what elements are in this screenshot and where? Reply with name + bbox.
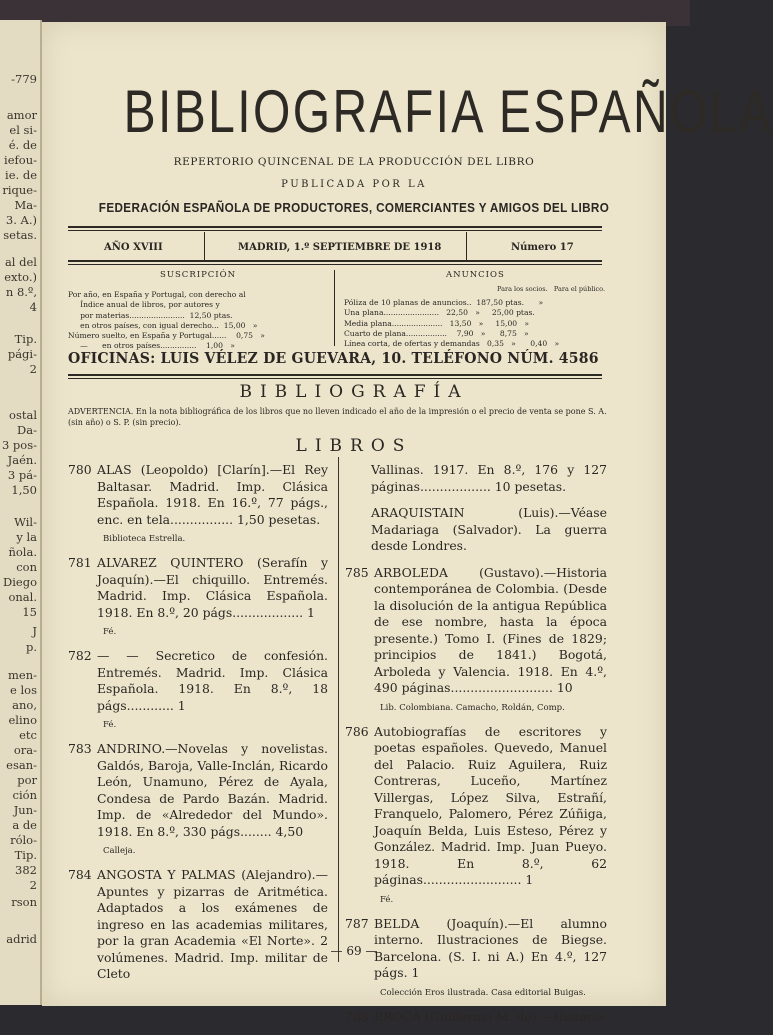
left-fragment-text: é. de (8, 138, 37, 152)
entry-text: ALAS (Leopoldo) [Clarín].—El Rey Baltasar. Madrid. Imp. Clásica Española. 1918. En 16.º, 77 págs., enc. en tela................ 1,50 pesetas. (97, 462, 328, 527)
left-fragment-text: Ma- (14, 198, 37, 212)
subtitle-repertorio: REPERTORIO QUINCENAL DE LA PRODUCCIÓN DEL LIBRO (173, 156, 535, 168)
price-line: Póliza de 10 planas de anuncios.. 187,50 ptas. » (344, 298, 544, 307)
left-fragment-text: 3. A.) (5, 213, 37, 227)
oficinas-rule-thin (68, 378, 602, 379)
entry-text: ANGOSTA Y PALMAS (Alejandro).—Apuntes y pizarras de Aritmética. Adaptados a los exámenes de ingreso en las academias militares, por la gran Academia «El Norte». 2 volúmenes. Madrid. Imp. militar de Cleto (97, 867, 328, 981)
left-fragment-text: 15 (22, 605, 37, 619)
header-rule-bottom-thin (68, 264, 602, 265)
left-fragment-text: Diego (3, 575, 37, 589)
anuncios-column-heads: Para los socios. Para el público. (497, 285, 606, 293)
entry-number: 787 (345, 915, 369, 931)
book-entry (345, 724, 607, 906)
header-rule-bottom (68, 260, 602, 262)
journal-title: BIBLIOGRAFIA ESPAÑOLA (123, 78, 773, 145)
left-fragment-text: 1,50 (11, 483, 37, 497)
book-entry (345, 462, 607, 495)
left-fragment-text: elino (8, 713, 37, 727)
left-fragment-text: Tip. (14, 848, 37, 862)
oficinas-rule (68, 374, 602, 376)
entry-text: ARBOLEDA (Gustavo).—Historia contemporánea de Colombia. (Desde la disolución de la antigua República de ese nombre, hasta la época presente.) Tomo I. (Fines de 1829; principios de 1841.) Bogotá, Arboleda y Valencia. 1918. En 4.º, 490 páginas.......................... 10 (374, 564, 607, 695)
book-entry (68, 741, 328, 857)
price-line: — en otros países............... 1,00 » (68, 341, 235, 351)
price-line: Línea corta, de ofertas y demandas 0,35 » 0,40 » (344, 339, 560, 349)
left-fragment-text: ie. de (5, 168, 37, 182)
price-line: Cuarto de plana................. 7,90 » 8,75 » (344, 328, 529, 338)
left-fragment-text: esan- (6, 758, 37, 772)
left-fragment-text: setas. (3, 228, 37, 242)
left-fragment-text: p. (25, 640, 37, 654)
left-fragment-text: 2 (29, 878, 37, 892)
subtitle-publicada: PUBLICADA POR LA (281, 179, 427, 190)
entry-publisher-note: Biblioteca Estrella. (103, 534, 186, 544)
issue-year: AÑO XVIII (104, 242, 163, 253)
left-fragment-text: adrid (6, 932, 37, 946)
page-number: — 69 — (330, 944, 378, 958)
left-fragment-text: e los (10, 683, 37, 697)
entry-text: BELDA (Joaquín).—El alumno interno. Ilustraciones de Biegse. Barcelona. (S. I. ni A.) En 4.º, 127 págs. 1 (374, 915, 607, 980)
price-line: Una plana....................... 22,50 » 25,00 ptas. (344, 308, 535, 318)
divider (466, 232, 467, 260)
left-fragment-text: Da- (17, 423, 37, 437)
left-fragment-text: Wil- (14, 515, 37, 529)
section-title-bibliografia: BIBLIOGRAFÍA (239, 382, 469, 402)
box-divider (334, 270, 335, 346)
left-fragment-text: por (17, 773, 37, 787)
left-column (68, 462, 328, 993)
price-line: Media plana..................... 13,50 » 15,00 » (344, 318, 529, 328)
book-entry (68, 555, 328, 638)
book-entry (68, 648, 328, 731)
left-fragment-text: 3 pos- (1, 438, 37, 452)
left-fragment-text: rson (11, 895, 37, 909)
entry-publisher-note: Fé. (103, 627, 117, 637)
section-title-libros: LIBROS (295, 436, 413, 456)
entry-publisher-note: Calleja. (103, 846, 136, 856)
left-fragment-text: rique- (2, 183, 37, 197)
left-fragment-text: pági- (7, 347, 37, 361)
divider (204, 232, 205, 260)
entry-text: — — Secretico de confesión. Entremés. Madrid. Imp. Clásica Española. 1918. En 8.º, 18 págs............ 1 (97, 648, 328, 713)
header-rule-top-thin (68, 230, 602, 231)
left-fragment-text: 4 (29, 300, 37, 314)
issue-date: MADRID, 1.º SEPTIEMBRE DE 1918 (238, 242, 442, 253)
left-fragment-text: Jaén. (7, 453, 37, 467)
header-rule-top (68, 226, 602, 228)
left-fragment-text: Jun- (13, 803, 37, 817)
left-fragment-text: con (16, 560, 37, 574)
column-divider (338, 457, 339, 962)
left-fragment-text: 3 pá- (7, 468, 37, 482)
price-line: Por año, en España y Portugal, con derecho al (68, 290, 246, 299)
entry-publisher-note: Lib. Colombiana. Camacho, Roldán, Comp. (380, 702, 565, 713)
document-page (42, 22, 773, 1024)
left-fragment-text: -779 (11, 72, 37, 86)
left-fragment-text: el si- (9, 123, 37, 137)
subtitle-federacion: FEDERACIÓN ESPAÑOLA DE PRODUCTORES, COMERCIANTES Y AMIGOS DEL LIBRO (98, 200, 610, 215)
left-fragment-text: n 8.º, (5, 285, 37, 299)
left-fragment-text: y la (16, 530, 37, 544)
entry-publisher-note: Colección Eros ilustrada. Casa editorial Buigas. (380, 987, 586, 998)
entry-text: Vallinas. 1917. En 8.º, 176 y 127 páginas.................. 10 pesetas. (371, 462, 607, 494)
offices-address: OFICINAS: LUIS VÉLEZ DE GUEVARA, 10. TELÉFONO NÚM. 4586 (68, 350, 599, 367)
entry-text: ALVAREZ QUINTERO (Serafín y Joaquín).—El chiquillo. Entremés. Madrid. Imp. Clásica Española. 1918. En 8.º, 20 págs.................. 1 (97, 555, 328, 620)
issue-info-row (68, 240, 602, 258)
left-fragment-text: men- (7, 668, 37, 682)
entry-text: Autobiografías de escritores y poetas españoles. Quevedo, Manuel del Palacio. Ruiz Aguilera, Ruiz Contreras, Luceño, Martínez Villergas, López Silva, Estrañí, Franquelo, Palomero, Pérez Zúñiga, Joaquín Belda, Luis Esteso, Pérez y González. Madrid. Imp. Juan Pueyo. 1918. En 8.º, 62 páginas......................... 1 (374, 723, 607, 887)
left-fragment-text: Tip. (14, 332, 37, 346)
entry-number: 785 (345, 564, 369, 580)
book-entry (68, 462, 328, 545)
entry-text: ARAQUISTAIN (Luis).—Véase Madariaga (Salvador). La guerra desde Londres. (371, 505, 607, 553)
left-fragment-text: 382 (15, 863, 37, 877)
left-fragment-text: iefou- (4, 153, 37, 167)
book-entry (345, 565, 607, 714)
entry-number: 786 (345, 723, 369, 739)
price-line: Índice anual de libros, por autores y (68, 300, 220, 310)
book-entry (68, 867, 328, 983)
advertencia-note: ADVERTENCIA. En la nota bibliográfica de los libros que no lleven indicado el año de la impresión o el precio de venta se pone S. A. (sin año) o S. P. (sin precio). (68, 407, 607, 427)
suscripcion-title: SUSCRIPCIÓN (160, 270, 237, 280)
price-line: Número suelto, en España y Portugal...... 0,75 » (68, 331, 265, 341)
entry-text: BROCÁ (Guillermo M. de).—Historia (374, 1008, 604, 1024)
entry-publisher-note: Fé. (103, 720, 117, 730)
left-fragment-text: J (32, 624, 37, 638)
entry-publisher-note: Fé. (380, 894, 394, 905)
price-line: en otros países, con igual derecho... 15,00 » (68, 320, 258, 330)
left-fragment-text: exto.) (4, 270, 37, 284)
issue-number: Número 17 (511, 242, 574, 253)
anuncios-title: ANUNCIOS (446, 270, 505, 280)
anuncios-list (344, 298, 559, 349)
entry-number: 780 (68, 462, 92, 477)
left-fragment-text: etc (19, 728, 37, 742)
book-entry (345, 1009, 607, 1026)
price-line: por materias....................... 12,50 ptas. (68, 310, 233, 320)
entry-number: 783 (68, 741, 92, 756)
left-page-fragment (0, 20, 42, 1005)
entry-number: 782 (68, 648, 92, 663)
left-fragment-text: ción (12, 788, 37, 802)
left-fragment-text: amor (6, 108, 37, 122)
left-fragment-text: onal. (8, 590, 37, 604)
suscripcion-list (68, 290, 265, 352)
entry-number: 788 (345, 1008, 369, 1024)
entry-number: 784 (68, 867, 92, 882)
left-fragment-text: ano, (12, 698, 37, 712)
entry-text: ANDRINO.—Novelas y novelistas. Galdós, Baroja, Valle-Inclán, Ricardo León, Unamuno, Pérez de Ayala, Condesa de Pardo Bazán. Madrid. Imp. de «Alrededor del Mundo». 1918. En 8.º, 330 págs........ 4,50 (97, 741, 328, 839)
left-fragment-text: ñola. (8, 545, 37, 559)
left-fragment-text: a de (12, 818, 37, 832)
left-fragment-text: ora- (13, 743, 37, 757)
left-fragment-text: ostal (9, 408, 37, 422)
left-fragment-text: 2 (29, 362, 37, 376)
book-entry (345, 505, 607, 555)
left-fragment-text: rólo- (10, 833, 37, 847)
left-fragment-text: al del (4, 255, 37, 269)
entry-number: 781 (68, 555, 92, 570)
